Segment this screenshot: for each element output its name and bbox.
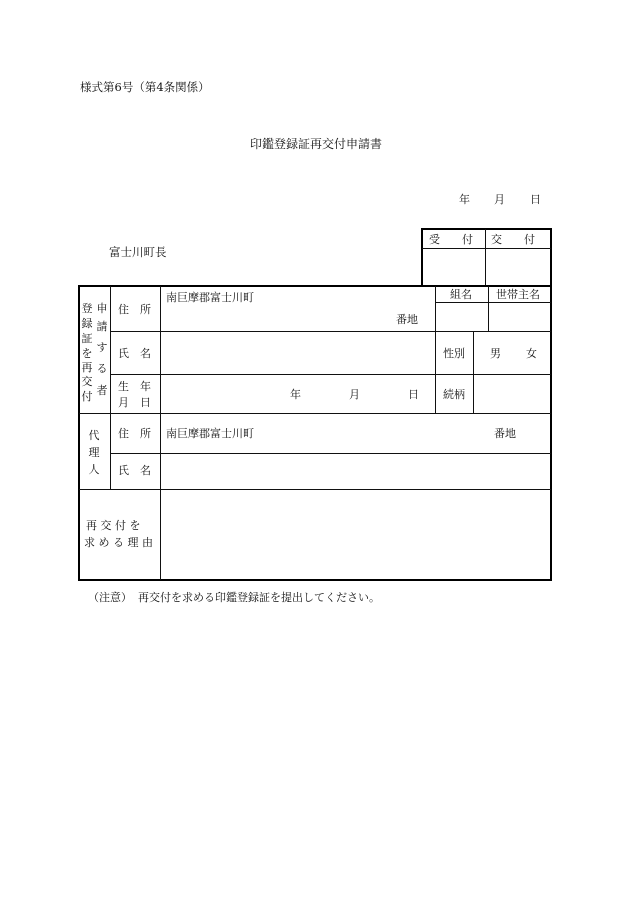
- side-label-char: 登: [81, 302, 93, 315]
- agent-name-label: 氏 名: [118, 464, 151, 477]
- applicant-address-label: 住 所: [118, 303, 151, 316]
- agent-side-label-char: 代: [88, 429, 100, 442]
- date-month: 月: [494, 193, 505, 206]
- side-label-char: 付: [81, 390, 93, 403]
- addressee: 富士川町長: [109, 245, 167, 259]
- group-name-label: 組名: [450, 288, 472, 301]
- note-prefix: （注意）: [88, 591, 132, 604]
- sex-female: 女: [526, 347, 537, 360]
- agent-side-label-char: 理: [88, 446, 100, 459]
- birth-month: 月: [349, 388, 360, 401]
- agent-address-label: 住 所: [118, 427, 151, 440]
- issued-stamp-label: 交 付: [491, 233, 535, 246]
- agent-side-label-char: 人: [88, 463, 100, 476]
- sex-male: 男: [490, 347, 501, 360]
- reason-label-line1: 再 交 付 を: [86, 519, 141, 532]
- side-label-char: 申: [96, 302, 108, 315]
- agent-address-suffix: 番地: [494, 427, 516, 440]
- form-number: 様式第6号（第4条関係）: [80, 80, 210, 94]
- birth-day: 日: [408, 388, 419, 401]
- side-label-char: す: [96, 341, 108, 354]
- relation-label: 続柄: [443, 388, 465, 401]
- page-title: 印鑑登録証再交付申請書: [250, 137, 383, 151]
- note-text: 再交付を求める印鑑登録証を提出してください。: [138, 591, 380, 604]
- date-day: 日: [530, 193, 541, 206]
- side-label-char: 証: [81, 332, 93, 345]
- side-label-char: を: [81, 347, 93, 360]
- birthdate-label-line2: 月 日: [118, 396, 151, 409]
- reason-label-line2: 求 め る 理 由: [84, 536, 153, 549]
- side-label-char: 交: [81, 375, 93, 388]
- date-year: 年: [459, 193, 470, 206]
- side-label-char: る: [96, 362, 108, 375]
- received-stamp-label: 受 付: [429, 233, 473, 246]
- birthdate-label-line1: 生 年: [118, 380, 151, 393]
- side-label-char: 者: [96, 384, 108, 397]
- applicant-name-label: 氏 名: [118, 347, 151, 360]
- applicant-address-prefix: 南巨摩郡富士川町: [166, 291, 254, 304]
- applicant-address-suffix: 番地: [396, 313, 418, 326]
- side-label-char: 録: [81, 317, 93, 330]
- sex-label: 性別: [443, 347, 465, 360]
- side-label-char: 請: [96, 320, 108, 333]
- householder-label: 世帯主名: [496, 288, 540, 301]
- birth-year: 年: [290, 388, 301, 401]
- agent-address-prefix: 南巨摩郡富士川町: [166, 427, 254, 440]
- side-label-char: 再: [81, 361, 93, 374]
